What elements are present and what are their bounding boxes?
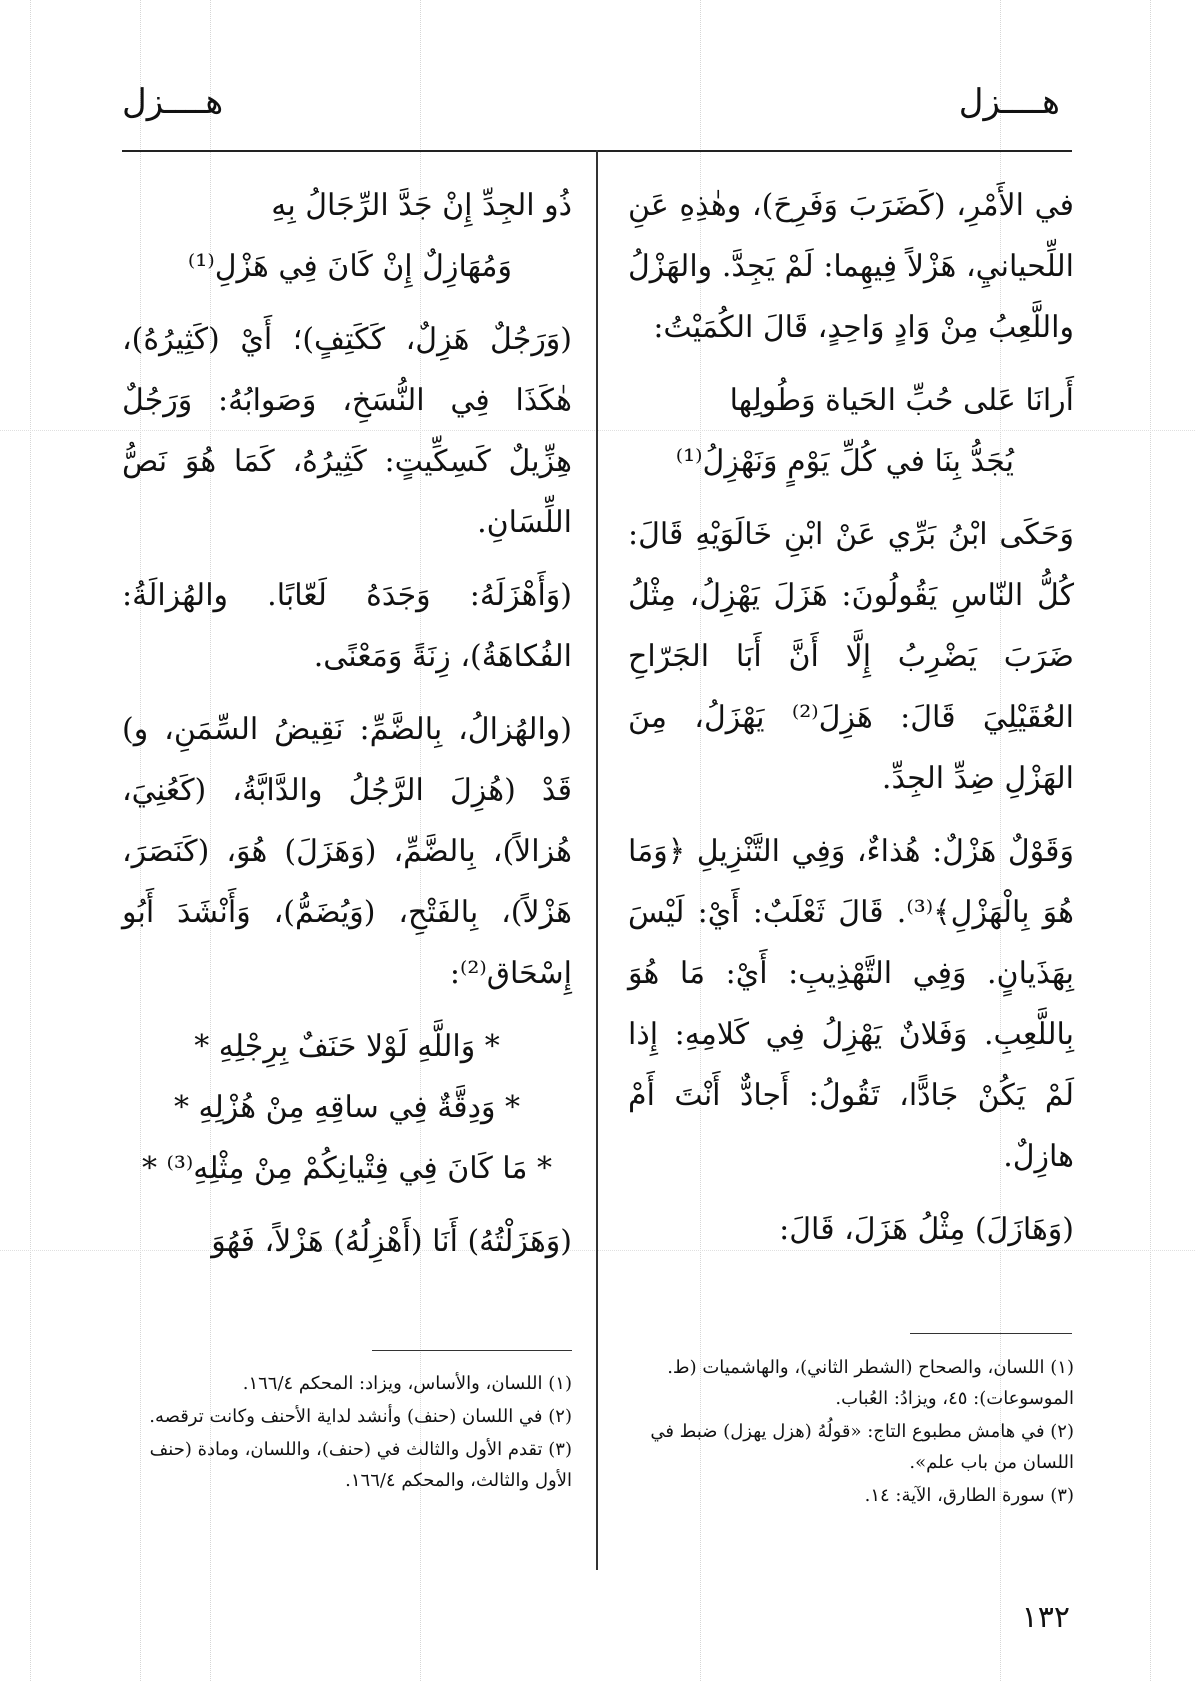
verse-line: ذُو الجِدِّ إِنْ جَدَّ الرِّجَالُ بِهِ (271, 188, 572, 223)
paragraph: وَحَكَى ابْنُ بَرِّي عَنْ ابْنِ خَالَوَيْهِ قَالَ: كُلُّ النّاسِ يَقُولُونَ: هَزَلَ يَهْزِلُ، مِثْلُ ضَرَبَ يَضْرِبُ إِلَّا أَنَّ أَبَا الجَرّاحِ العُقَيْلِيَ قَالَ: هَزِلَ⁽²⁾ يَهْزَلُ، مِنَ الهَزْلِ ضِدِّ الجِدِّ. (628, 517, 1075, 796)
paragraph: في الأَمْرِ، (كَضَرَبَ وَفَرِحَ)، وهٰذِهِ عَنِ اللِّحيانيِ، هَزْلاً فِيهِما: لَمْ يَجِدَّ. والهَزْلُ واللَّعِبُ مِنْ وَادٍ وَاحِدٍ، قَالَ الكُمَيْتُ: (628, 188, 1074, 345)
footnotes-left (122, 1368, 572, 1498)
left-column (122, 175, 572, 1284)
footnote-rule (910, 1333, 1072, 1334)
footnote: (٣) سورة الطارق، الآية: ١٤. (864, 1485, 1074, 1506)
footnote-rule (372, 1350, 572, 1351)
verse-line: أَرانَا عَلى حُبِّ الحَياة وَطُولِها (729, 383, 1074, 418)
paragraph: (وَرَجُلٌ هَزِلٌ، كَكَتِفٍ)؛ أَيْ (كَثِيرُهُ)، هٰكَذَا فِي النُّسَخِ، وَصَوابُهُ: وَرَجُلٌ هِزِّيلٌ كَسِكِّيتٍ: كَثِيرُهُ، كَمَا هُوَ نَصُّ اللِّسَانِ. (122, 322, 572, 540)
running-head-right: هــــزل (958, 82, 1060, 122)
paragraph: (وَأَهْزَلَهُ: وَجَدَهُ لَعّابًا. والهُزالَةُ: الفُكاهَةُ)، زِنَةً وَمَعْنًى. (122, 578, 572, 674)
footnote: (٢) في اللسان (حنف) وأنشد لداية الأحنف وكانت ترقصه. (149, 1406, 572, 1427)
page-number: ١٣٢ (1021, 1600, 1070, 1635)
running-head-left: هــــزل (122, 82, 224, 122)
right-column (628, 175, 1074, 1272)
scan-guide (1150, 0, 1151, 1681)
paragraph: (والهُزالُ، بِالضَّمِّ: نَقِيضُ السِّمَنِ، و) قَدْ (هُزِلَ الرَّجُلُ والدَّابَّةُ، (كَعُنِيَ، هُزالاً)، بِالضَّمِّ، (وَهَزَلَ) هُوَ، (كَنَصَرَ، هَزْلاً)، بِالفَتْحِ، (وَيُضَمُّ)، وَأَنْشَدَ أَبُو إِسْحَاق⁽²⁾: (122, 712, 572, 991)
paragraph: (وَهَزَلْتُهُ) أَنَا (أَهْزِلُهُ) هَزْلاً، فَهُوَ (211, 1224, 572, 1259)
column-divider (596, 150, 598, 1570)
scan-guide (30, 0, 31, 1681)
footnote: (١) اللسان، والأساس، ويزاد: المحكم ١٦٦/٤. (242, 1373, 572, 1394)
rajaz-line: * مَا كَانَ فِي فِتْيانِكُمْ مِنْ مِثْلِهِ⁽³⁾ * (141, 1151, 553, 1186)
footnote: (٢) في هامش مطبوع التاج: «قولُهُ (هزل يهزل) ضبط في اللسان من باب علم». (650, 1421, 1074, 1473)
verse-line: وَمُهَازِلٌ إِنْ كَانَ فِي هَزْلِ⁽¹⁾ (187, 249, 512, 284)
rajaz-line: * وَاللَّهِ لَوْلا حَنَفٌ بِرِجْلِهِ * (194, 1029, 500, 1064)
footnote: (١) اللسان، والصحاح (الشطر الثاني)، والهاشميات (ط. الموسوعات): ٤٥، ويزادُ: العُباب. (667, 1357, 1074, 1409)
verse-line: يُجَدُّ بِنَا في كُلِّ يَوْمٍ وَنَهْزِلُ⁽¹⁾ (675, 444, 1014, 479)
paragraph: (وَهَازَلَ) مِثْلُ هَزَلَ، قَالَ: (779, 1212, 1074, 1247)
footnotes-right (628, 1352, 1074, 1513)
footnote: (٣) تقدم الأول والثالث في (حنف)، واللسان، ومادة (حنف الأول والثالث، والمحكم ١٦٦/٤. (149, 1439, 572, 1491)
paragraph: وَقَوْلٌ هَزْلٌ: هُذاءٌ، وَفِي التَّنْزِيلِ ﴿وَمَا هُوَ بِالْهَزْلِ﴾⁽³⁾. قَالَ ثَعْلَبٌ: أَيْ: لَيْسَ بِهَذَيانٍ. وَفِي التَّهْذِيبِ: أَيْ: مَا هُوَ بِاللَّعِبِ. وَفَلانٌ يَهْزِلُ فِي كَلامِهِ: إِذا لَمْ يَكُنْ جَادًّا، تَقُولُ: أَجادٌّ أَنْتَ أَمْ هازِلٌ. (628, 834, 1074, 1174)
rajaz-line: * وَدِقَّةٌ فِي ساقِهِ مِنْ هُزْلِهِ * (173, 1090, 521, 1125)
